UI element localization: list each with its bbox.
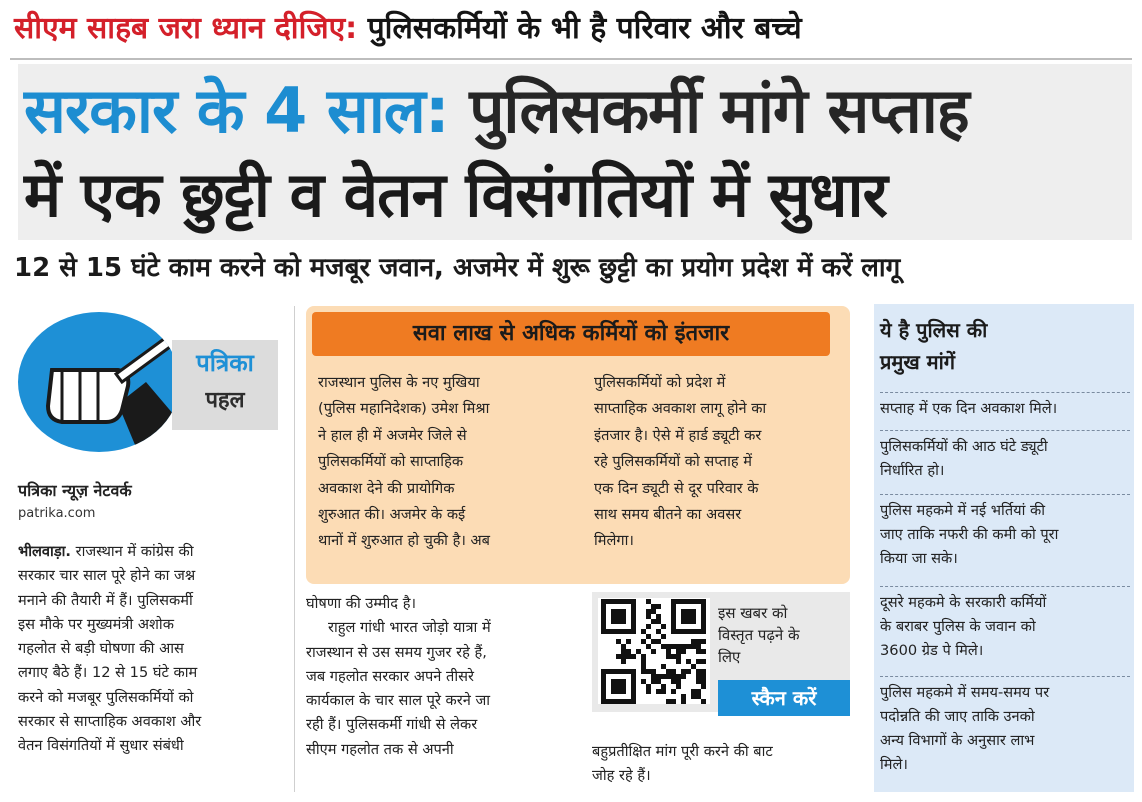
headline-accent: सरकार के 4 साल: <box>24 74 449 147</box>
article-line: सरकार चार साल पूरे होने का जश्न <box>18 567 196 585</box>
logo-label <box>172 340 278 430</box>
article-line: वेतन विसंगतियों में सुधार संबंधी <box>18 737 184 755</box>
scan-button[interactable]: स्कैन करें <box>718 680 850 716</box>
qr-caption: इस खबर को विस्तृत पढ़ने के लिए <box>718 604 800 666</box>
site-url: patrika.com <box>18 506 96 521</box>
logo-label-patrika: पत्रिका <box>196 349 254 377</box>
patrika-pahal-logo <box>18 312 180 452</box>
qr-code-icon <box>598 598 710 704</box>
article-line: भीलवाड़ा. राजस्थान में कांग्रेस की <box>18 543 194 560</box>
article-line: लगाए बैठे हैं। 12 से 15 घंटे काम <box>18 664 198 682</box>
dateline: भीलवाड़ा. <box>18 543 71 560</box>
info-box-right-column: पुलिसकर्मियों को प्रदेश में साप्ताहिक अवकाश लागू होने का इंतजार है। ऐसे में हार्ड ड्यूटी कर रहे पुलिसकर्मियों को सप्ताह में एक दिन ड्यूटी से दूर परिवार के साथ समय बीतने का अवसर मिलेगा। <box>594 374 767 550</box>
article-column-2: घोषणा की उम्मीद है। राहुल गांधी भारत जोड़ो यात्रा में राजस्थान से उस समय गुजर रहे हैं, जब गहलोत सरकार अपने तीसरे कार्यकाल के चार साल पूरे करने जा रही हैं। पुलिसकर्मी गांधी से लेकर सीएम गहलोत तक से अपनी <box>306 595 491 758</box>
column-divider <box>294 306 295 792</box>
pen-fist-icon <box>18 312 180 452</box>
demand-item: पुलिस महकमे में नई भर्तियां की जाए ताकि नफरी की कमी को पूरा किया जा सके। <box>880 494 1130 571</box>
kicker-line <box>14 4 1134 54</box>
article-column-1 <box>18 540 284 759</box>
info-box-left-column: राजस्थान पुलिस के नए मुखिया (पुलिस महानिदेशक) उमेश मिश्रा ने हाल ही में अजमेर जिले से पुलिसकर्मियों को साप्ताहिक अवकाश देने की प्रायोगिक शुरुआत की। अजमेर के कई थानों में शुरुआत हो चुकी है। अब <box>318 374 490 550</box>
kicker-red: सीएम साहब जरा ध्यान दीजिए: <box>14 11 358 46</box>
demands-title: ये है पुलिस की प्रमुख मांगें <box>880 318 988 374</box>
demand-item: पुलिस महकमे में समय-समय पर पदोन्नति की जाए ताकि उनको अन्य विभागों के अनुसार लाभ मिले। <box>880 676 1130 777</box>
headline-line-2: में एक छुट्टी व वेतन विसंगतियों में सुधार <box>24 158 887 231</box>
demand-item: दूसरे महकमे के सरकारी कर्मियों के बराबर पुलिस के जवान को 3600 ग्रेड पे मिले। <box>880 586 1130 663</box>
headline-line-1 <box>24 70 969 152</box>
logo-label-pahal: पहल <box>205 388 245 413</box>
demand-item: पुलिसकर्मियों की आठ घंटे ड्यूटी निर्धारित हो। <box>880 430 1130 483</box>
article-column-3: बहुप्रतीक्षित मांग पूरी करने की बाट जोह रहे हैं। <box>592 743 773 784</box>
article-line: करने को मजबूर पुलिसकर्मियों को <box>18 688 194 706</box>
byline: पत्रिका न्यूज़ नेटवर्क <box>18 481 132 500</box>
info-box-title: सवा लाख से अधिक कर्मियों को इंतजार <box>412 321 730 346</box>
headline-line-1-rest: पुलिसकर्मी मांगे सप्ताह <box>469 74 969 147</box>
divider <box>10 58 1132 60</box>
article-line: इस मौके पर मुख्यमंत्री अशोक <box>18 615 174 633</box>
headline-block <box>18 64 1132 240</box>
article-line: सरकार से साप्ताहिक अवकाश और <box>18 713 202 731</box>
subheadline: 12 से 15 घंटे काम करने को मजबूर जवान, अजमेर में शुरू छुट्टी का प्रयोग प्रदेश में करें लागू <box>14 253 901 283</box>
qr-code[interactable] <box>598 598 710 704</box>
demand-item: सप्ताह में एक दिन अवकाश मिले। <box>880 392 1130 421</box>
article-line: गहलोत से बड़ी घोषणा की आस <box>18 640 184 658</box>
article-line: मनाने की तैयारी में हैं। पुलिसकर्मी <box>18 591 193 609</box>
kicker-black: पुलिसकर्मियों के भी है परिवार और बच्चे <box>367 11 802 46</box>
